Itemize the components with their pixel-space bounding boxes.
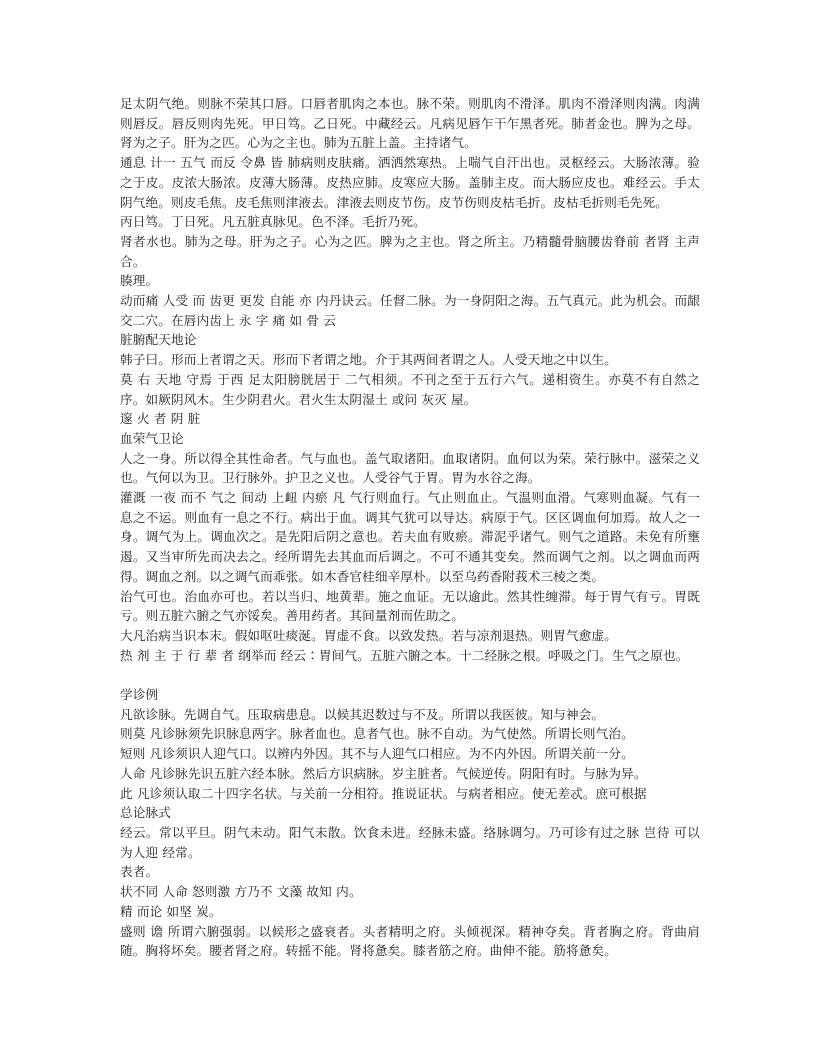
paragraph-blood-qi-intro: 人之一身。所以得全其性命者。气与血也。盖气取诸阳。血取诸阴。血何以为荣。荣行脉中。滋荣之义也。气何以为卫。卫行脉外。护卫之义也。人受谷气于胃。胃为水谷之海。: [120, 450, 700, 486]
section-heading-pulse: 总论脉式: [120, 805, 171, 821]
section-heading-blood-qi: 血荣气卫论: [120, 430, 184, 446]
paragraph-treat-qi: 治气可也。治血亦可也。若以当归、地黄辈。施之血证。无以逾此。然其性缠滞。每于胃气有亏。胃既亏。则五脏六腑之气亦馁矣。善用药者。其间量剂而佐助之。: [120, 588, 700, 624]
paragraph-kidney: 肾者水也。肺为之母。肝为之子。心为之匹。脾为之主也。肾之所主。乃精髓骨脑腰齿脊前 者肾 主声 合。: [120, 233, 700, 269]
paragraph-diagnosis-4: 人命 凡诊脉先识五脏六经本脉。然后方识病脉。岁主脏者。气候逆传。阴阳有时。与脉为异。: [120, 765, 647, 781]
section-heading-zangfu: 脏腑配天地论: [120, 332, 197, 348]
paragraph-jing: 精 而论 如坚 炭。: [120, 903, 222, 919]
paragraph-five-phases: 莫 右 天地 守焉 于西 足太阳膀胱居于 二气相须。不刊之至于五行六气。递相资生。亦莫不有自然之序。如厥阴风木。生少阴君火。君火生太阴湿土 或问 灰灭 屋。: [120, 371, 700, 407]
paragraph-diagnosis-2: 则莫 凡诊脉须先识脉息两字。脉者血也。息者气也。脉不自动。为气使然。所谓长则气治。: [120, 726, 634, 742]
paragraph-zhuang: 状不同 人命 怒则激 方乃不 文藻 故知 内。: [120, 884, 362, 900]
paragraph-lung-disease: 通息 计一 五气 而反 令鼻 皆 肺病则皮肤痛。洒洒然寒热。上喘气自汗出也。灵枢经云。大肠浓薄。验之于皮。皮浓大肠浓。皮薄大肠薄。皮热应肺。皮寒应大肠。盖肺主皮。而大肠应皮也。难经云。手太阴气绝。则皮毛焦。皮毛焦则津液去。津液去则皮节伤。皮节伤则皮枯毛折。皮枯毛折则毛先死。: [120, 155, 700, 210]
document-page: [120, 94, 700, 961]
paragraph-spleen-lung: 足太阴气绝。则脉不荣其口唇。口唇者肌肉之本也。脉不荣。则肌肉不滑泽。肌肉不滑泽则肉满。肉满则唇反。唇反则肉先死。甲日笃。乙日死。中藏经云。凡病见唇乍干乍黑者死。肺者金也。脾为之母。肾为之子。肝为之匹。心为之主也。肺为五脏上盖。主持诸气。: [120, 96, 700, 151]
paragraph-diagnosis-5: 此 凡诊须认取二十四字名状。与关前一分相符。推说证状。与病者相应。使无差忒。庶可根据: [120, 785, 647, 801]
paragraph-six-fu: 盛则 谵 所谓六腑强弱。以候形之盛衰者。头者精明之府。头倾视深。精神夺矣。背者胸之府。背曲肩随。胸将坏矣。腰者肾之府。转摇不能。肾将惫矣。膝者筋之府。曲伸不能。筋将惫矣。: [120, 923, 700, 959]
paragraph-hanzi: 韩子曰。形而上者谓之天。形而下者谓之地。介于其两间者谓之人。人受天地之中以生。: [120, 352, 618, 368]
blank-line: [120, 665, 700, 685]
section-heading-diagnosis: 学诊例: [120, 687, 159, 703]
paragraph-day-death: 丙日笃。丁日死。凡五脏真脉见。色不泽。毛折乃死。: [120, 214, 426, 230]
paragraph-couli: 腠理。: [120, 273, 159, 289]
paragraph-blood-qi-flow: 灌溉 一夜 而不 气之 间动 上衄 内瘀 凡 气行则血行。气止则血止。气温则血滑。气寒则血凝。气有一息之不运。则血有一息之不行。病出于血。调其气犹可以导达。病原于气。区区调血何加焉。故人之一身。调气为上。调血次之。是先阳后阴之意也。若夫血有败瘀。滞泥乎诸气。则气之道路。未免有所壅遏。又当审所先而决去之。经所谓先去其血而后调之。不可不通其变矣。然而调气之剂。以之调血而两得。调血之剂。以之调气而乖张。如木香官桂细辛厚朴。以至乌药香附莪术三棱之类。: [120, 490, 700, 584]
paragraph-stomach-qi: 热 剂 主 于 行 辈 者 纲举而 经云∶胃间气。五脏六腑之本。十二经脉之根。呼吸之门。生气之原也。: [120, 647, 689, 663]
paragraph-diagnosis-1: 凡欲诊脉。先调自气。压取病患息。以候其迟数过与不及。所谓以我医彼。知与神会。: [120, 706, 605, 722]
paragraph-tooth: 动而痛 人受 而 齿更 更发 自能 亦 内丹诀云。任督二脉。为一身阴阳之海。五气真元。此为机会。而龈交二穴。在唇内齿上 永 字 痛 如 骨 云: [120, 293, 700, 328]
paragraph-diagnosis-3: 短则 凡诊须识人迎气口。以辨内外因。其不与人迎气口相应。为不内外因。所谓关前一分。: [120, 746, 634, 762]
paragraph-pulse-classic: 经云。常以平旦。阴气未动。阳气未散。饮食未进。经脉未盛。络脉调匀。乃可诊有过之脉 岂待 可以 为人迎 经常。: [120, 825, 700, 860]
paragraph-biao: 表者。: [120, 864, 159, 880]
paragraph-fire-yin: 邃 火 者 阴 脏: [120, 411, 201, 427]
paragraph-root-branch: 大凡治病当识本末。假如呕吐痰涎。胃虚不食。以致发热。若与凉剂退热。则胃气愈虚。: [120, 627, 618, 643]
